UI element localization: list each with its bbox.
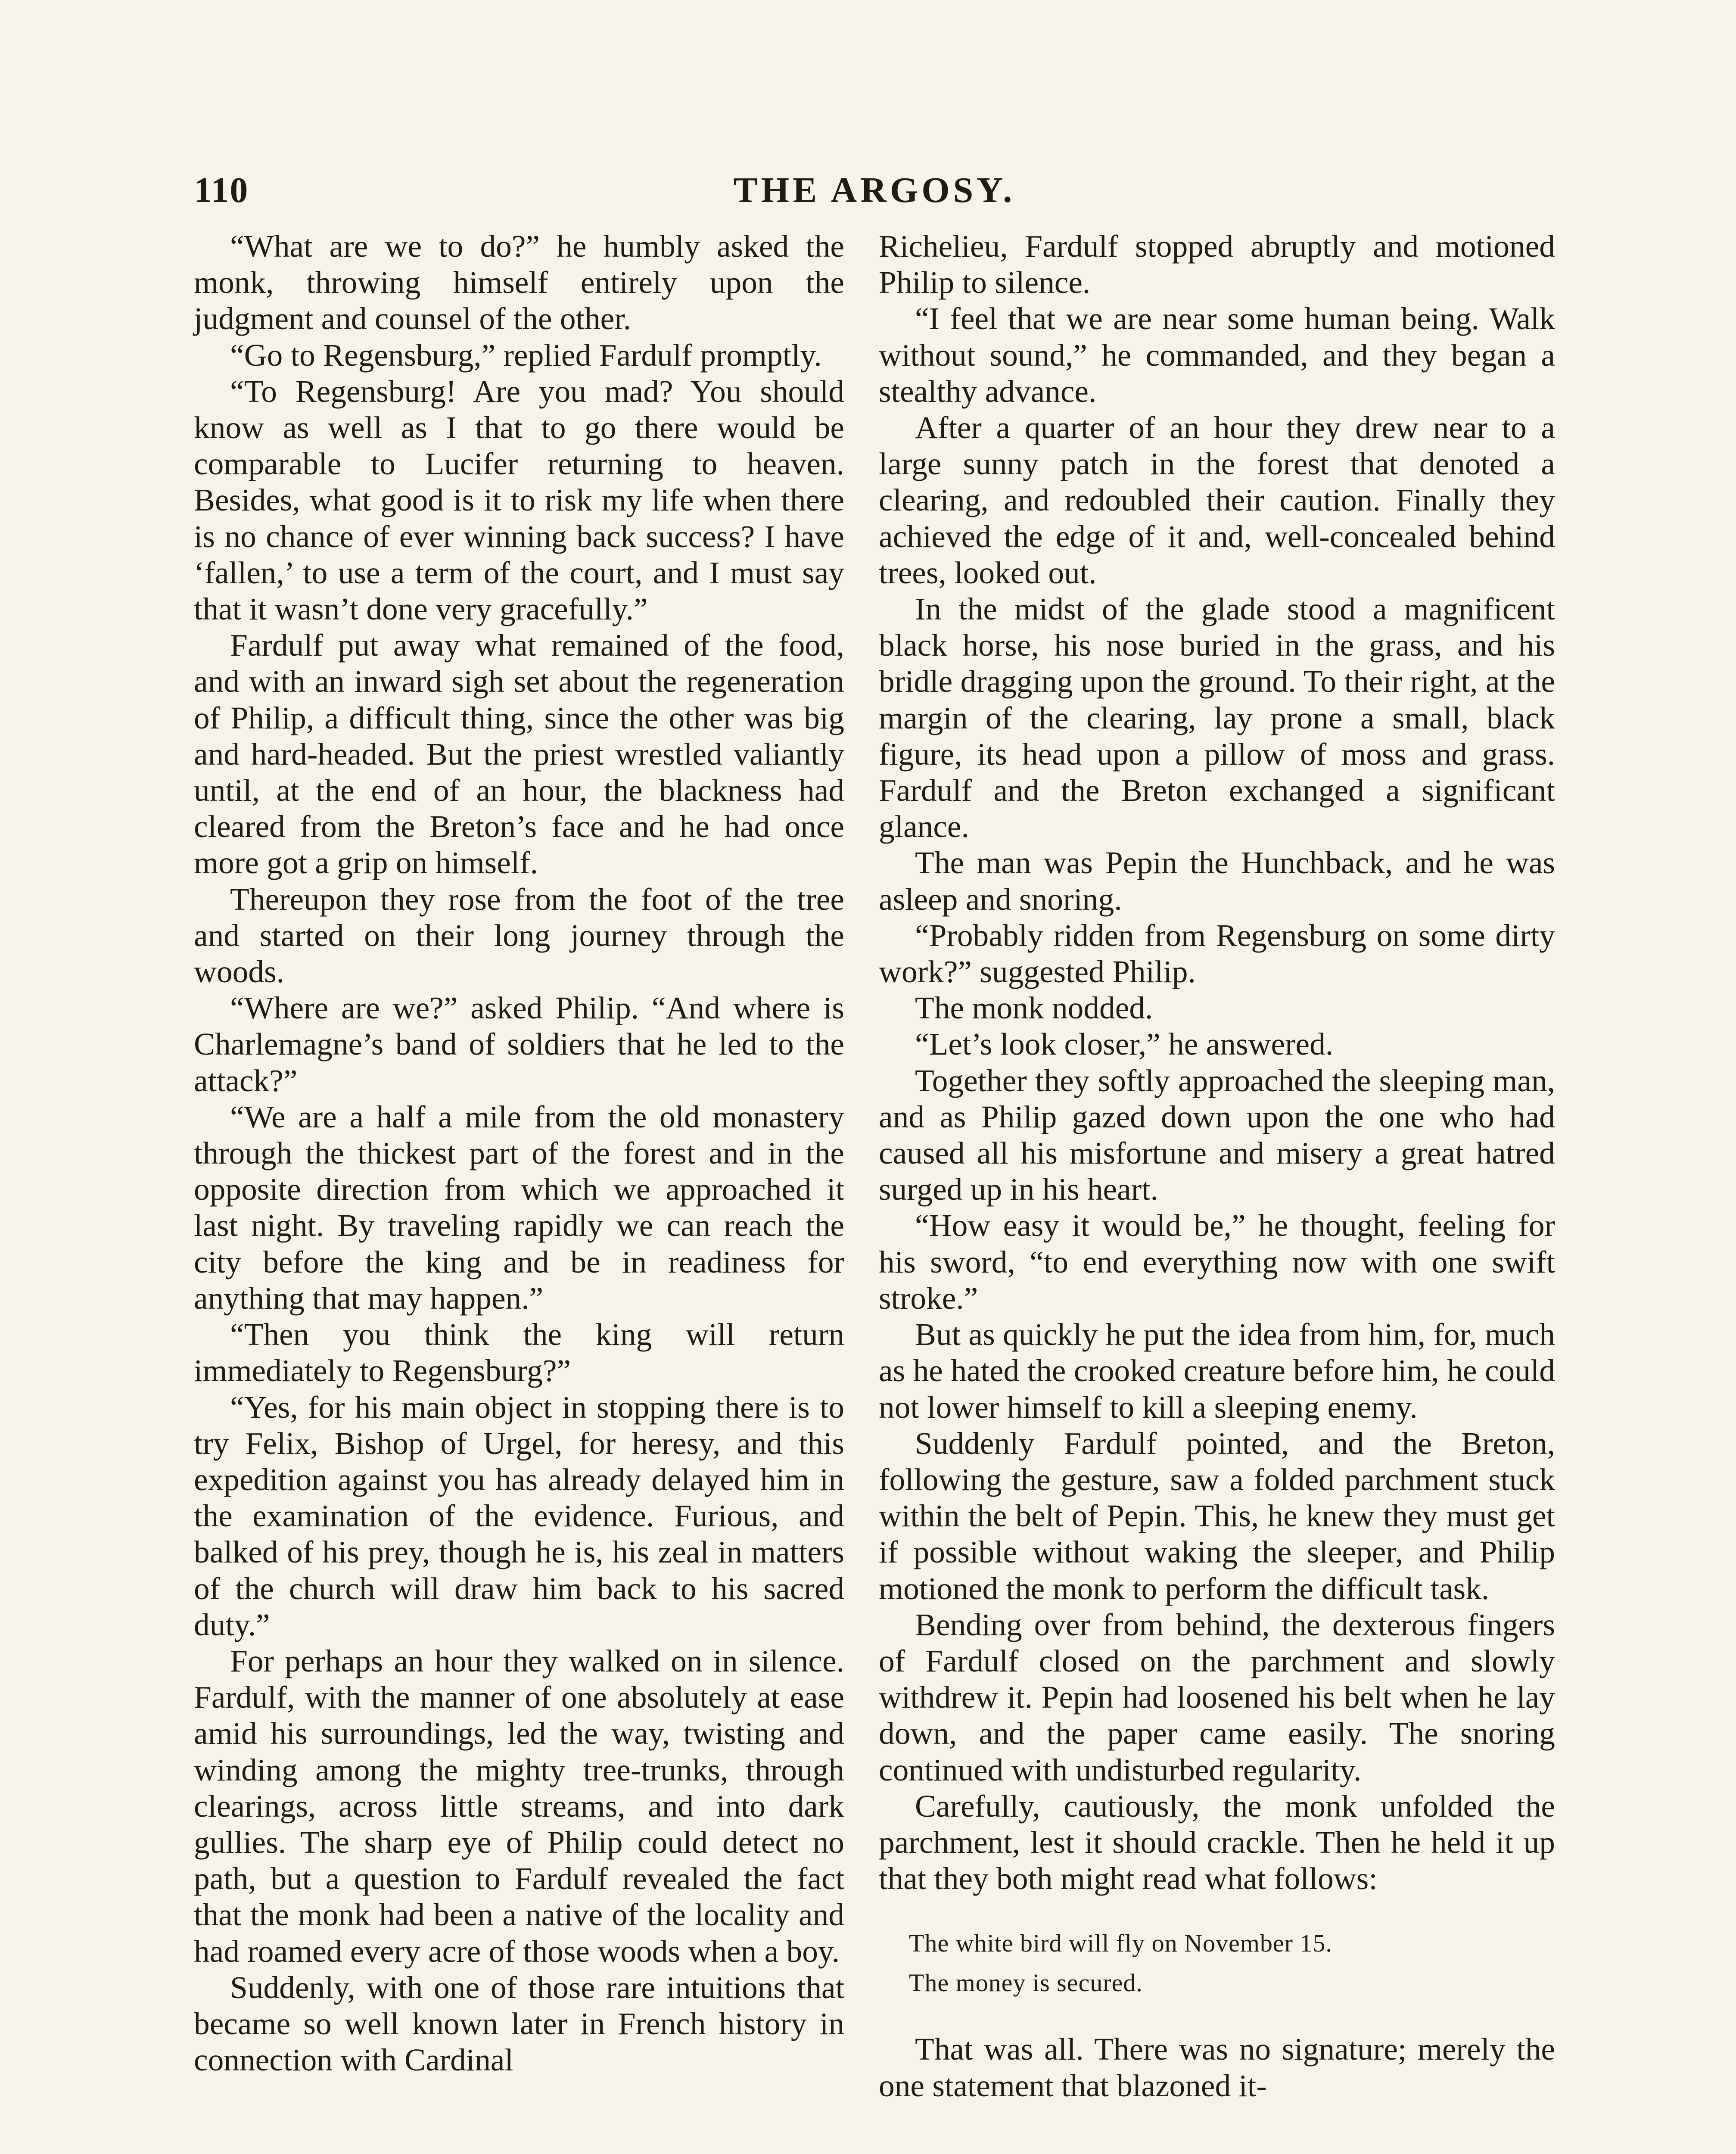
paragraph: Carefully, cautiously, the monk unfolded the parchment, lest it should crackle. Then he held it up that they both might read what follows: xyxy=(879,1788,1555,1896)
paragraph: Together they softly approached the sleeping man, and as Philip gazed down upon the one who had caused all his misfortune and misery a great hatred surged up in his heart. xyxy=(879,1063,1555,1207)
paragraph: After a quarter of an hour they drew near to a large sunny patch in the forest that denoted a clearing, and redoubled their caution. Finally they achieved the edge of it and, well-concealed behind trees, looked out. xyxy=(879,410,1555,590)
paragraph: Suddenly Fardulf pointed, and the Breton, following the gesture, saw a folded parchment stuck within the belt of Pepin. This, he knew they must get if possible without waking the sleeper, and Philip motioned the monk to perform the difficult task. xyxy=(879,1426,1555,1606)
paragraph: The man was Pepin the Hunchback, and he was asleep and snoring. xyxy=(879,845,1555,917)
paragraph: “Then you think the king will return immediately to Regensburg?” xyxy=(194,1317,844,1388)
message-line: The white bird will fly on November 15. xyxy=(909,1929,1332,1958)
paragraph: Suddenly, with one of those rare intuitions that became so well known later in French history in connection with Cardinal xyxy=(194,1970,844,2078)
parchment-message xyxy=(909,1924,1555,2003)
right-column-paragraphs xyxy=(879,228,1555,1897)
paragraph: “Let’s look closer,” he answered. xyxy=(915,1027,1334,1062)
page-header xyxy=(194,151,1555,211)
paragraph: But as quickly he put the idea from him, for, much as he hated the crooked creature before him, he could not lower himself to kill a sleeping enemy. xyxy=(879,1317,1555,1425)
paragraph: “Where are we?” asked Philip. “And where is Charlemagne’s band of soldiers that he led to the attack?” xyxy=(194,990,844,1098)
paragraph: “We are a half a mile from the old monastery through the thickest part of the forest and in the opposite direction from which we approached it last night. By traveling rapidly we can reach the city before the king and be in readiness for anything that may happen.” xyxy=(194,1099,844,1316)
right-column-closing xyxy=(879,2031,1555,2104)
paragraph: “Probably ridden from Regensburg on some dirty work?” suggested Philip. xyxy=(879,918,1555,990)
paragraph: For perhaps an hour they walked on in silence. Fardulf, with the manner of one absolutely at ease amid his surroundings, led the way, twisting and winding among the mighty tree-trunks, through clearings, across little streams, and into dark gullies. The sharp eye of Philip could detect no path, but a question to Fardulf revealed the fact that the monk had been a native of the locality and had roamed every acre of those woods when a boy. xyxy=(194,1643,844,1969)
paragraph: In the midst of the glade stood a magnificent black horse, his nose buried in the grass, and his bridle dragging upon the ground. To their right, at the margin of the clearing, lay prone a small, black figure, its head upon a pillow of moss and grass. Fardulf and the Breton exchanged a significant glance. xyxy=(879,591,1555,844)
paragraph: Bending over from behind, the dexterous fingers of Fardulf closed on the parchment and slowly withdrew it. Pepin had loosened his belt when he lay down, and the paper came easily. The snoring continued with undisturbed regularity. xyxy=(879,1607,1555,1787)
paragraph: Thereupon they rose from the foot of the tree and started on their long journey through the woods. xyxy=(194,881,844,990)
paragraph: “How easy it would be,” he thought, feeling for his sword, “to end everything now with one swift stroke.” xyxy=(879,1208,1555,1316)
message-line: The money is secured. xyxy=(909,1969,1143,1997)
paragraph: “What are we to do?” he humbly asked the monk, throwing himself entirely upon the judgment and counsel of the other. xyxy=(194,229,844,336)
page-number: 110 xyxy=(194,170,249,210)
paragraph: That was all. There was no signature; merely the one statement that blazoned it- xyxy=(879,2032,1555,2103)
running-head: THE ARGOSY. xyxy=(733,170,1016,210)
paragraph: The monk nodded. xyxy=(915,990,1153,1026)
left-text-column xyxy=(194,228,844,2078)
right-text-column xyxy=(879,228,1555,2104)
paragraph: Richelieu, Fardulf stopped abruptly and motioned Philip to silence. xyxy=(879,229,1555,300)
paragraph: “Yes, for his main object in stopping there is to try Felix, Bishop of Urgel, for heresy, and this expedition against you has already delayed him in the examination of the evidence. Furious, and balked of his prey, though he is, his zeal in matters of the church will draw him back to his sacred duty.” xyxy=(194,1389,844,1642)
paragraph: “I feel that we are near some human being. Walk without sound,” he commanded, and they began a stealthy advance. xyxy=(879,301,1555,409)
paragraph: Fardulf put away what remained of the food, and with an inward sigh set about the regeneration of Philip, a difficult thing, since the other was big and hard-headed. But the priest wrestled valiantly until, at the end of an hour, the blackness had cleared from the Breton’s face and he had once more got a grip on himself. xyxy=(194,628,844,881)
paragraph: “To Regensburg! Are you mad? You should know as well as I that to go there would be comparable to Lucifer returning to heaven. Besides, what good is it to risk my life when there is no chance of ever winning back success? I have ‘fallen,’ to use a term of the court, and I must say that it wasn’t done very gracefully.” xyxy=(194,374,844,627)
paragraph: “Go to Regensburg,” replied Fardulf promptly. xyxy=(230,337,822,373)
